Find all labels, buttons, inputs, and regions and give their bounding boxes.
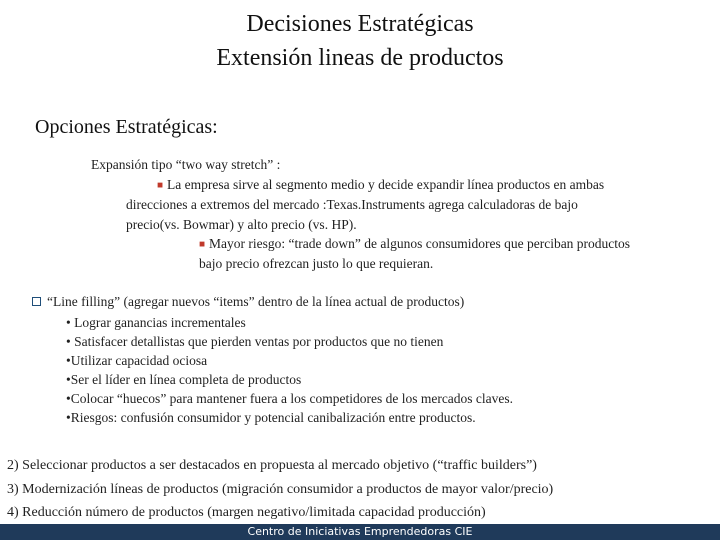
expansion-risk-line2: bajo precio ofrezcan justo lo que requieran.	[199, 256, 434, 271]
expansion-risk-line1	[199, 236, 630, 252]
line-filling-item: •Riesgos: confusión consumidor y potencial canibalización entre productos.	[66, 410, 476, 425]
expansion-heading: Expansión tipo “two way stretch” :	[91, 157, 281, 172]
section-heading: Opciones Estratégicas:	[35, 116, 218, 138]
expansion-point-line1	[157, 177, 604, 193]
numbered-item: 2) Seleccionar productos a ser destacados en propuesta al mercado objetivo (“traffic builders”)	[7, 458, 537, 473]
line-filling-item: •Ser el líder en línea completa de productos	[66, 372, 302, 387]
checkbox-bullet-icon	[32, 297, 41, 306]
line-filling-item: • Satisfacer detallistas que pierden ventas por productos que no tienen	[66, 334, 444, 349]
expansion-point-line3: precio(vs. Bowmar) y alto precio (vs. HP).	[126, 217, 357, 232]
line-filling-item: •Colocar “huecos” para mantener fuera a los competidores de los mercados claves.	[66, 391, 514, 406]
line-filling-heading-text: “Line filling” (agregar nuevos “items” dentro de la línea actual de productos)	[47, 294, 465, 309]
line-filling-heading	[32, 294, 464, 310]
line-filling-item: •Utilizar capacidad ociosa	[66, 353, 208, 368]
numbered-item: 4) Reducción número de productos (margen negativo/limitada capacidad producción)	[7, 505, 486, 520]
numbered-item: 3) Modernización líneas de productos (migración consumidor a productos de mayor valor/precio)	[7, 482, 554, 497]
square-bullet-icon: ■	[199, 239, 206, 250]
footer-bar	[0, 524, 720, 540]
footer-text: Centro de Iniciativas Emprendedoras CIE	[247, 525, 473, 538]
line-filling-item: • Lograr ganancias incrementales	[66, 315, 246, 330]
expansion-risk-text1: Mayor riesgo: “trade down” de algunos consumidores que perciban productos	[209, 236, 631, 251]
expansion-point-text1: La empresa sirve al segmento medio y decide expandir línea productos en ambas	[167, 177, 605, 192]
expansion-point-line2: direcciones a extremos del mercado :Texas.Instruments agrega calculadoras de bajo	[126, 197, 578, 212]
slide-title-line1: Decisiones Estratégicas	[246, 11, 474, 37]
square-bullet-icon: ■	[157, 180, 164, 191]
slide-title-line2: Extensión lineas de productos	[216, 45, 504, 71]
